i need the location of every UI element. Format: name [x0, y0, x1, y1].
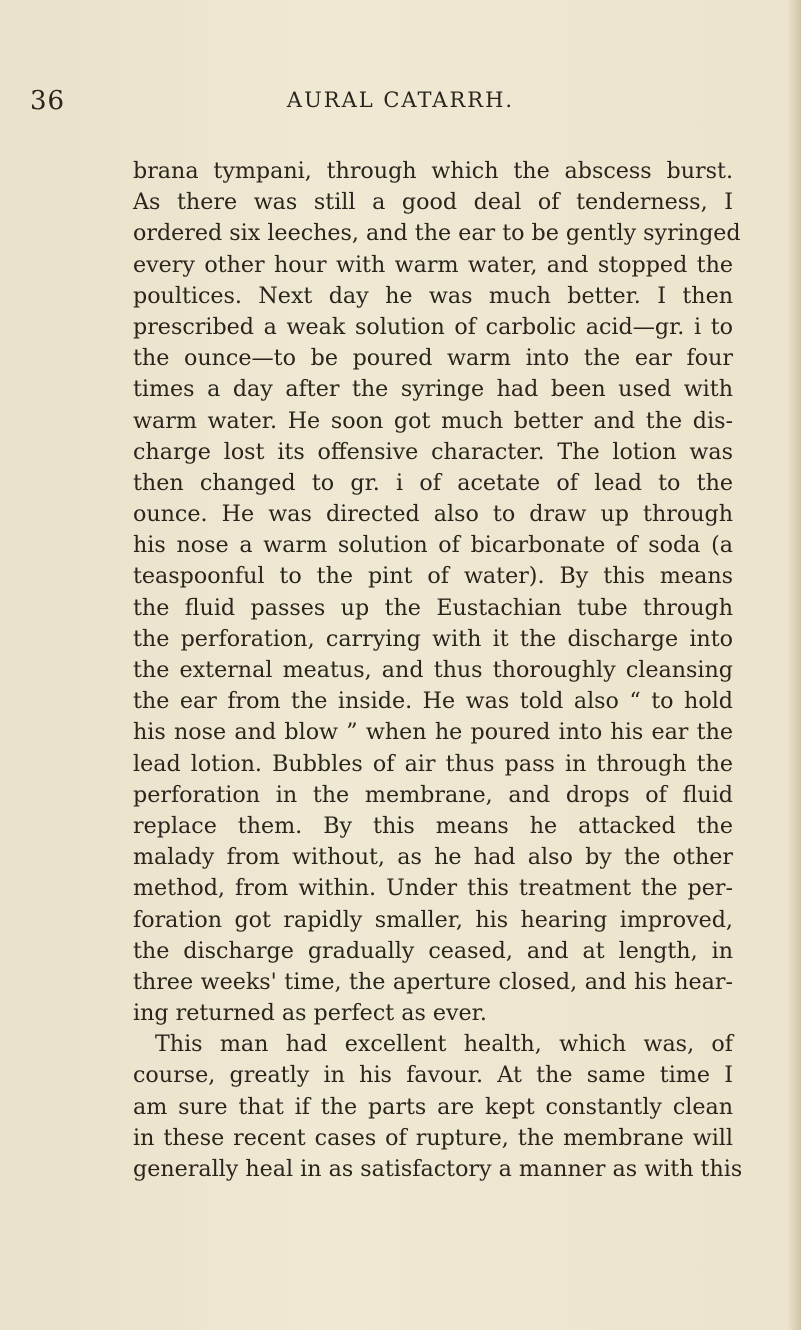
text-line: teaspoonful to the pint of water). By this means — [133, 563, 733, 590]
text-line: every other hour with warm water, and stopped the — [133, 251, 733, 278]
text-line: replace them. By this means he attacked the — [133, 812, 733, 839]
text-line: the perforation, carrying with it the discharge into — [133, 625, 733, 652]
text-line: am sure that if the parts are kept constantly clean — [133, 1093, 733, 1120]
text-line: the fluid passes up the Eustachian tube through — [133, 594, 733, 621]
text-line: charge lost its offensive character. The lotion was — [133, 438, 733, 465]
text-line: lead lotion. Bubbles of air thus pass in through the — [133, 750, 733, 777]
text-line: his nose a warm solution of bicarbonate of soda (a — [133, 532, 733, 559]
text-line: the ear from the inside. He was told also “ to hold — [133, 688, 733, 715]
text-line: ounce. He was directed also to draw up through — [133, 501, 733, 528]
page-header — [0, 86, 801, 118]
running-head: AURAL CATARRH. — [286, 88, 515, 112]
text-line: his nose and blow ” when he poured into his ear the — [133, 719, 733, 746]
text-line: ordered six leeches, and the ear to be gently syringed — [133, 220, 741, 247]
text-line: prescribed a weak solution of carbolic acid—gr. i to — [133, 313, 733, 340]
text-line: the external meatus, and thus thoroughly cleansing — [133, 657, 733, 683]
paragraph-end-line: ing returned as perfect as ever. — [133, 1000, 487, 1027]
paragraph-start-line: This man had excellent health, which was, of — [155, 1031, 733, 1058]
text-line: method, from within. Under this treatment the per- — [133, 875, 733, 902]
text-line: perforation in the membrane, and drops of fluid — [133, 781, 733, 808]
text-line: poultices. Next day he was much better. I then — [133, 282, 733, 309]
body-text — [133, 156, 743, 1185]
page-edge-shadow — [787, 0, 801, 1330]
text-line: brana tympani, through which the abscess burst. — [133, 158, 733, 184]
text-line: As there was still a good deal of tenderness, I — [133, 189, 733, 216]
text-line: course, greatly in his favour. At the same time I — [133, 1062, 733, 1089]
text-line: generally heal in as satisfactory a manner as with this — [133, 1156, 743, 1182]
text-line: three weeks' time, the aperture closed, and his hear- — [133, 968, 733, 995]
text-line: malady from without, as he had also by the other — [133, 844, 733, 871]
text-line: times a day after the syringe had been used with — [133, 376, 733, 403]
text-line: warm water. He soon got much better and the dis- — [133, 407, 733, 434]
text-line: foration got rapidly smaller, his hearing improved, — [133, 906, 733, 933]
text-line: then changed to gr. i of acetate of lead to the — [133, 469, 733, 496]
text-line: the discharge gradually ceased, and at length, in — [133, 937, 733, 964]
page-number: 36 — [30, 86, 66, 116]
text-line: the ounce—to be poured warm into the ear four — [133, 345, 733, 372]
text-line: in these recent cases of rupture, the membrane will — [133, 1124, 733, 1151]
